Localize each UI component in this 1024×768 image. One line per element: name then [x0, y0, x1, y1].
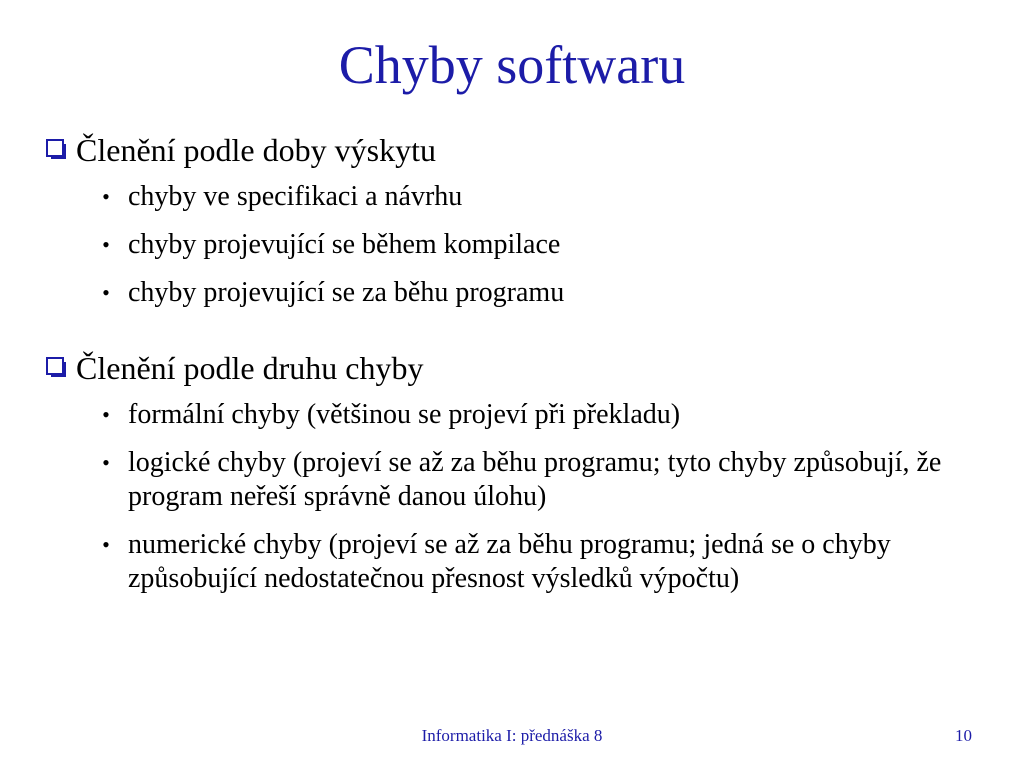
list-item-text: logické chyby (projeví se až za běhu programu; tyto chyby způsobují, že program neřeší správně danou úlohu): [128, 447, 942, 512]
list-item: [46, 528, 986, 596]
bullet-list: [46, 180, 986, 310]
list-item: [46, 228, 986, 262]
list-item: [46, 276, 986, 310]
bullet-dot-icon: •: [102, 280, 110, 305]
list-item-text: chyby ve specifikaci a návrhu: [128, 181, 463, 212]
section-type: [46, 348, 986, 596]
list-item: [46, 180, 986, 214]
section-heading: [46, 130, 986, 170]
section-heading-text: Členění podle druhu chyby: [76, 350, 424, 386]
footer-lecture-title: Informatika I: přednáška 8: [421, 726, 603, 745]
checkbox-square-icon: [46, 357, 68, 379]
bullet-dot-icon: •: [102, 184, 110, 209]
bullet-dot-icon: •: [102, 450, 110, 475]
section-timing: [46, 130, 986, 310]
section-heading: [46, 348, 986, 388]
slide-title: Chyby softwaru: [338, 35, 686, 95]
bullet-dot-icon: •: [102, 532, 110, 557]
list-item-text: numerické chyby (projeví se až za běhu programu; jedná se o chyby způsobující nedostatečnou přesnost výsledků výpočtu): [128, 529, 891, 594]
list-item-text: chyby projevující se za běhu programu: [128, 277, 565, 308]
bullet-list: [46, 398, 986, 596]
footer-page-number: 10: [955, 726, 972, 745]
bullet-dot-icon: •: [102, 232, 110, 257]
list-item-text: formální chyby (většinou se projeví při překladu): [128, 399, 681, 430]
checkbox-square-icon: [46, 139, 68, 161]
list-item-text: chyby projevující se během kompilace: [128, 229, 561, 260]
list-item: [46, 446, 986, 514]
list-item: [46, 398, 986, 432]
bullet-dot-icon: •: [102, 402, 110, 427]
section-heading-text: Členění podle doby výskytu: [76, 132, 436, 168]
